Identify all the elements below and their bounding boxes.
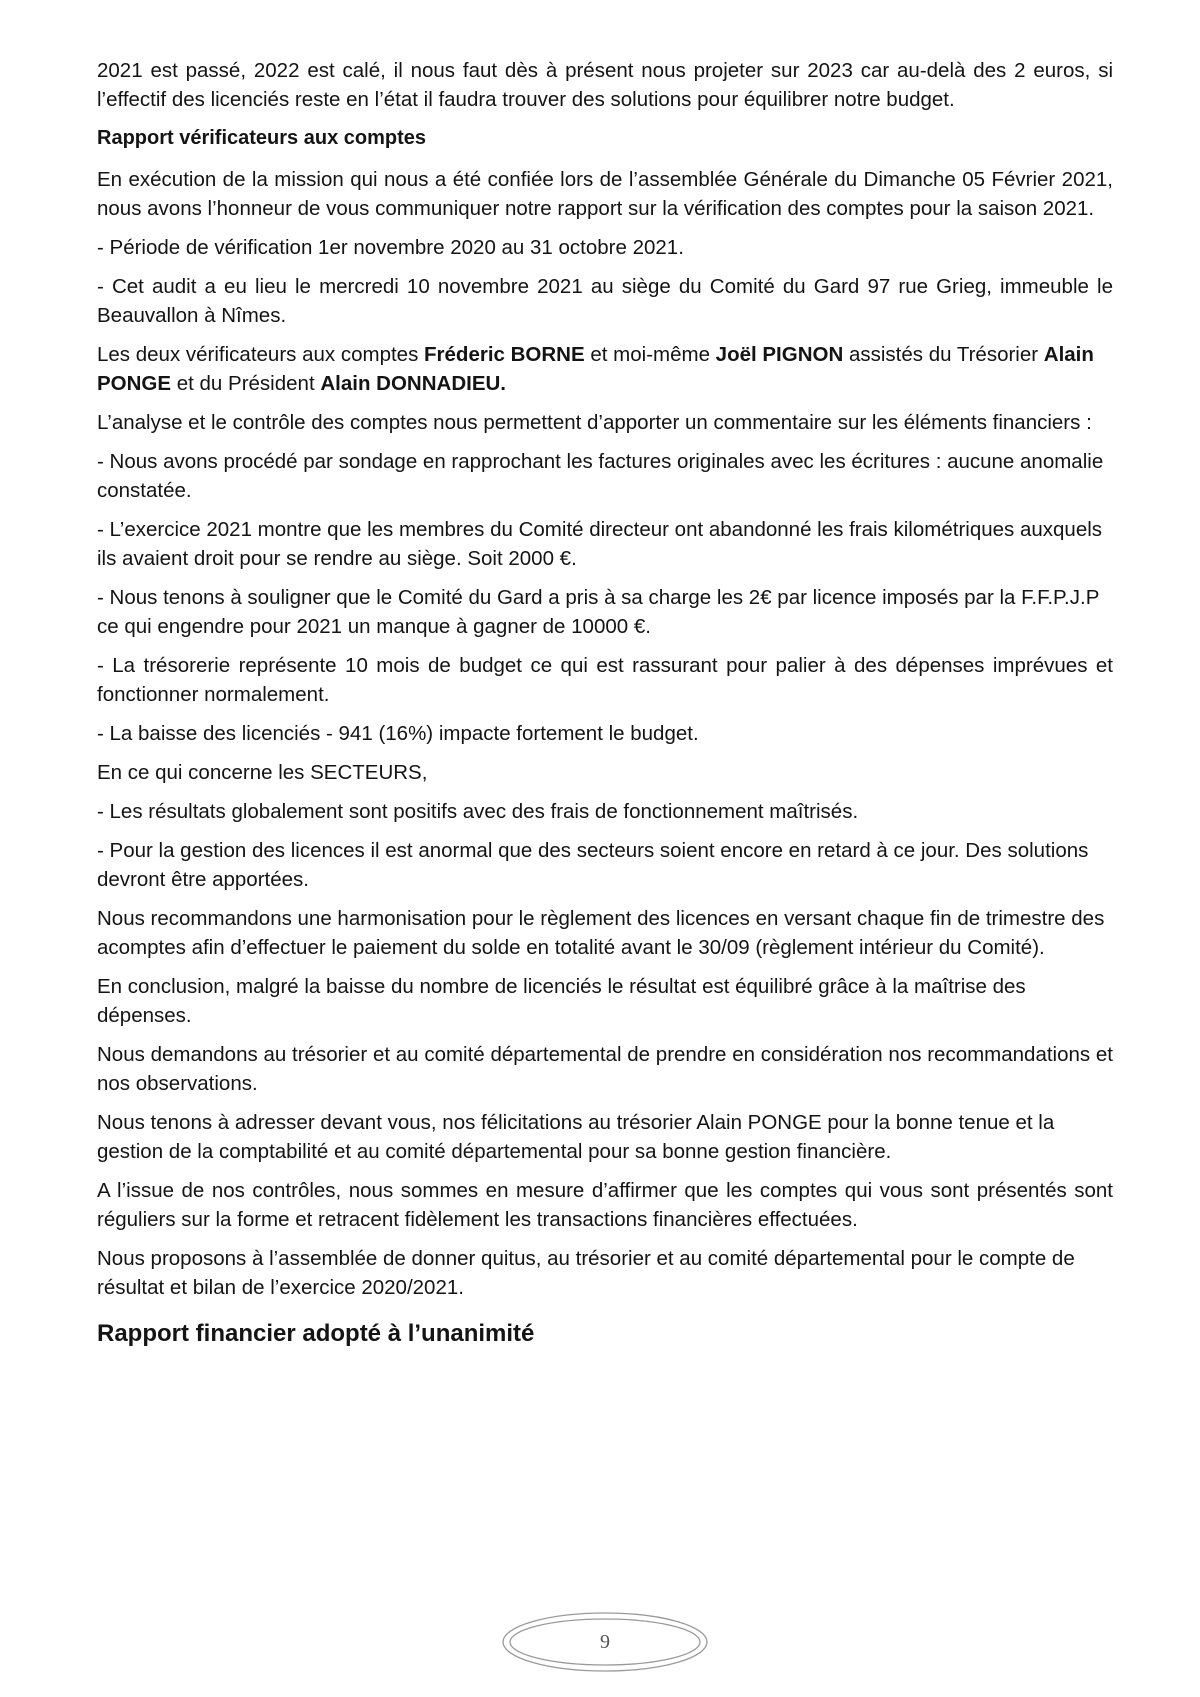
execution-paragraph: En exécution de la mission qui nous a été confiée lors de l’assemblée Générale du Dimanche 05 Février 2021, nous avons l’honneur de vous communiquer notre rapport sur la vérification des comptes pour la saison 2021. <box>97 168 1113 220</box>
exercice-paragraph: - L’exercice 2021 montre que les membres du Comité directeur ont abandonné les frais kilométriques auxquels ils avaient droit pour se rendre au siège. Soit 2000 €. <box>97 518 1103 570</box>
conclusion-paragraph: En conclusion, malgré la baisse du nombre de licenciés le résultat est équilibré grâce à la maîtrise des dépenses. <box>97 975 1026 1027</box>
issue-paragraph: A l’issue de nos contrôles, nous sommes en mesure d’affirmer que les comptes qui vous sont présentés sont réguliers sur la forme et retracent fidèlement les transactions financières effectuées. <box>97 1179 1113 1231</box>
verificateurs-text-1: Les deux vérificateurs aux comptes <box>97 343 425 366</box>
tresorerie-paragraph: - La trésorerie représente 10 mois de budget ce qui est rassurant pour palier à des dépenses imprévues et fonctionner normalement. <box>97 654 1113 706</box>
tresorier-name: Alain PONGE <box>97 343 1094 395</box>
quitus-paragraph: Nous proposons à l’assemblée de donner quitus, au trésorier et au comité départemental pour le compte de résultat et bilan de l’exercice 2020/2021. <box>97 1247 1075 1299</box>
verificateurs-text-4: et du Président <box>171 372 321 395</box>
resultats-paragraph: - Les résultats globalement sont positifs avec des frais de fonctionnement maîtrisés. <box>97 800 859 823</box>
verificateur-name-2: Joël PIGNON <box>715 343 844 366</box>
verificateurs-text-2: et moi-même <box>584 343 716 366</box>
intro-paragraph: 2021 est passé, 2022 est calé, il nous faut dès à présent nous projeter sur 2023 car au-delà des 2 euros, si l’effectif des licenciés reste en l’état il faudra trouver des solutions pour équilibrer notre budget. <box>97 59 1113 111</box>
periode-paragraph: - Période de vérification 1er novembre 2020 au 31 octobre 2021. <box>97 236 684 259</box>
souligner-paragraph: - Nous tenons à souligner que le Comité du Gard a pris à sa charge les 2€ par licence imposés par la F.F.P.J.P ce qui engendre pour 2021 un manque à gagner de 10000 €. <box>97 586 1099 638</box>
felicitations-paragraph: Nous tenons à adresser devant vous, nos félicitations au trésorier Alain PONGE pour la bonne tenue et la gestion de la comptabilité et au comité départemental pour sa bonne gestion financière. <box>97 1111 1055 1163</box>
page-number-badge <box>500 1610 710 1674</box>
audit-paragraph: - Cet audit a eu lieu le mercredi 10 novembre 2021 au siège du Comité du Gard 97 rue Grieg, immeuble le Beauvallon à Nîmes. <box>97 275 1113 327</box>
verificateurs-paragraph <box>97 340 1113 398</box>
recommandons-paragraph: Nous recommandons une harmonisation pour le règlement des licences en versant chaque fin de trimestre des acomptes afin d’effectuer le paiement du solde en totalité avant le 30/09 (règlement intérieur du Comité). <box>97 907 1105 959</box>
analyse-paragraph: L’analyse et le contrôle des comptes nous permettent d’apporter un commentaire sur les éléments financiers : <box>97 411 1092 434</box>
sondage-paragraph: - Nous avons procédé par sondage en rapprochant les factures originales avec les écritures : aucune anomalie constatée. <box>97 450 1104 502</box>
verificateurs-text-3: assistés du Trésorier <box>843 343 1044 366</box>
verificateur-name-1: Fréderic BORNE <box>424 343 585 366</box>
demandons-paragraph: Nous demandons au trésorier et au comité départemental de prendre en considération nos recommandations et nos observations. <box>97 1043 1113 1095</box>
section-title: Rapport vérificateurs aux comptes <box>97 127 426 149</box>
baisse-paragraph: - La baisse des licenciés - 941 (16%) impacte fortement le budget. <box>97 722 699 745</box>
final-title: Rapport financier adopté à l’unanimité <box>97 1320 535 1347</box>
gestion-paragraph: - Pour la gestion des licences il est anormal que des secteurs soient encore en retard à ce jour. Des solutions devront être apportées. <box>97 839 1089 891</box>
document-page <box>97 56 1113 1350</box>
president-name: Alain DONNADIEU. <box>320 372 506 395</box>
secteurs-paragraph: En ce qui concerne les SECTEURS, <box>97 761 428 784</box>
page-number: 9 <box>600 1631 610 1653</box>
